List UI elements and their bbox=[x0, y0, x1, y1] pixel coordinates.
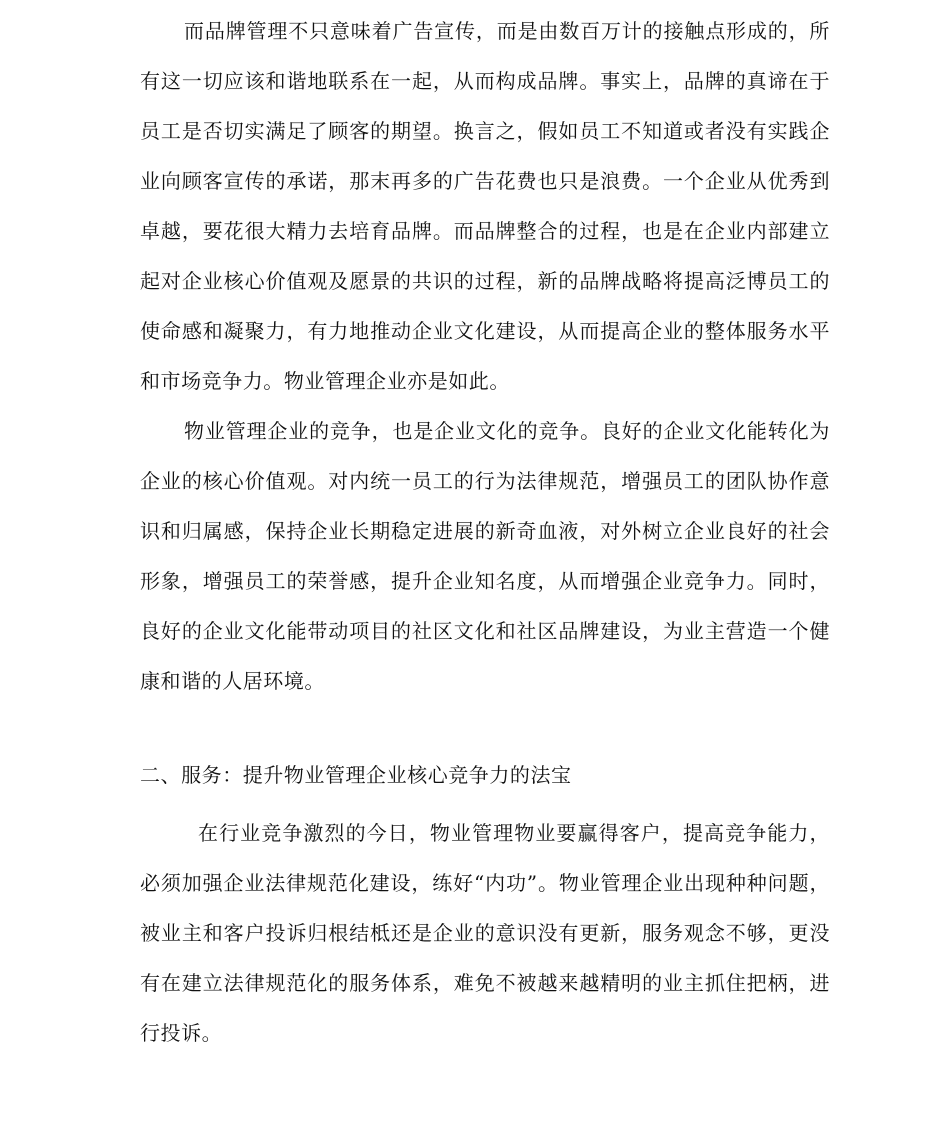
section-heading-service: 二、服务：提升物业管理企业核心竞争力的法宝 bbox=[140, 763, 572, 787]
paragraph-corporate-culture: 物业管理企业的竞争，也是企业文化的竞争。良好的企业文化能转化为企业的核心价值观。对内统一员工的行为法律规范，增强员工的团队协作意识和归属感，保持企业长期稳定进展的新奇血液，对外树立企业良好的社会形象，增强员工的荣誉感，提升企业知名度，从而增强企业竞争力。同时，良好的企业文化能带动项目的社区文化和社区品牌建设，为业主营造一个健康和谐的人居环境。 bbox=[140, 419, 830, 693]
paragraph-brand-management: 而品牌管理不只意味着广告宣传，而是由数百万计的接触点形成的，所有这一切应该和谐地联系在一起，从而构成品牌。事实上，品牌的真谛在于员工是否切实满足了顾客的期望。换言之，假如员工不知道或者没有实践企业向顾客宣传的承诺，那末再多的广告花费也只是浪费。一个企业从优秀到卓越，要花很大精力去培育品牌。而品牌整合的过程，也是在企业内部建立起对企业核心价值观及愿景的共识的过程，新的品牌战略将提高泛博员工的使命感和凝聚力，有力地推动企业文化建设，从而提高企业的整体服务水平和市场竞争力。物业管理企业亦是如此。 bbox=[140, 19, 830, 393]
paragraph-service-standardization: 在行业竞争激烈的今日，物业管理物业要赢得客户，提高竞争能力，必须加强企业法律规范化建设，练好“内功”。物业管理企业出现种种问题，被业主和客户投诉归根结柢还是企业的意识没有更新，服务观念不够，更没有在建立法律规范化的服务体系，难免不被越来越精明的业主抓住把柄，进行投诉。 bbox=[140, 821, 830, 1045]
document-page bbox=[140, 6, 830, 1058]
